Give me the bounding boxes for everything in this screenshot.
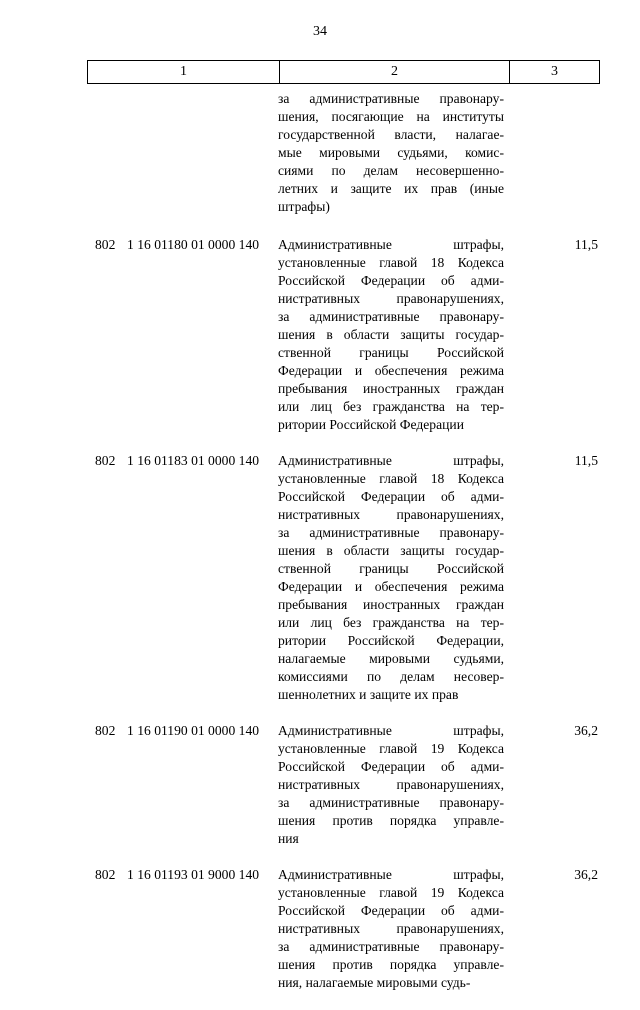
- table-row: [0, 722, 640, 848]
- description-line: за административные правонару-: [278, 795, 504, 810]
- table-header: [87, 60, 600, 84]
- header-col-3: 3: [551, 64, 558, 79]
- description-line: за административные правонару-: [278, 91, 504, 106]
- description-line: установленные главой 18 Кодекса: [278, 255, 504, 270]
- description-line: за административные правонару-: [278, 309, 504, 324]
- table-row: [0, 452, 640, 704]
- description-line: ритории Российской Федерации,: [278, 633, 504, 648]
- table-row: [0, 90, 640, 216]
- description-line: нистративных правонарушениях,: [278, 291, 504, 306]
- description-line: государственной власти, налагае-: [278, 127, 504, 142]
- description-line: или лиц без гражданства на тер-: [278, 615, 504, 630]
- row-description: [278, 722, 504, 848]
- description-line: Административные штрафы,: [278, 453, 504, 468]
- row-code: [95, 722, 259, 740]
- row-code: [95, 452, 259, 470]
- description-line: ритории Российской Федерации: [278, 417, 464, 432]
- description-line: Российской Федерации об адми-: [278, 273, 504, 288]
- description-line: нистративных правонарушениях,: [278, 777, 504, 792]
- header-col-2: 2: [280, 61, 510, 83]
- description-line: Российской Федерации об адми-: [278, 489, 504, 504]
- row-description: [278, 236, 504, 434]
- admin-code: 802: [95, 723, 116, 738]
- description-line: штрафы): [278, 199, 330, 214]
- description-line: или лиц без гражданства на тер-: [278, 399, 504, 414]
- description-line: шения, посягающие на институты: [278, 109, 504, 124]
- description-line: установленные главой 19 Кодекса: [278, 741, 504, 756]
- admin-code: 802: [95, 453, 116, 468]
- description-line: за административные правонару-: [278, 939, 504, 954]
- header-col-1: 1: [88, 61, 280, 83]
- description-line: установленные главой 19 Кодекса: [278, 885, 504, 900]
- description-line: Административные штрафы,: [278, 867, 504, 882]
- admin-code: 802: [95, 867, 116, 882]
- description-line: Административные штрафы,: [278, 723, 504, 738]
- admin-code: 802: [95, 237, 116, 252]
- description-line: комиссиями по делам несовер-: [278, 669, 504, 684]
- table-row: [0, 236, 640, 434]
- row-amount: 36,2: [574, 723, 598, 738]
- budget-classification-code: 1 16 01180 01 0000 140: [127, 237, 260, 252]
- description-line: сиями по делам несовершенно-: [278, 163, 504, 178]
- description-line: летних и защите их прав (иные: [278, 181, 504, 196]
- row-description: [278, 866, 504, 992]
- table-body: [0, 90, 640, 1010]
- budget-classification-code: 1 16 01193 01 9000 140: [127, 867, 260, 882]
- description-line: Административные штрафы,: [278, 237, 504, 252]
- description-line: ния, налагаемые мировыми судь-: [278, 975, 471, 990]
- row-amount: 36,2: [574, 867, 598, 882]
- row-code: [95, 866, 259, 884]
- description-line: ния: [278, 831, 299, 846]
- row-amount: 11,5: [574, 453, 598, 468]
- page-number: 34: [313, 24, 327, 39]
- description-line: налагаемые мировыми судьями,: [278, 651, 504, 666]
- row-code: [95, 236, 259, 254]
- description-line: Федерации и обеспечения режима: [278, 363, 504, 378]
- budget-classification-code: 1 16 01183 01 0000 140: [127, 453, 260, 468]
- description-line: ственной границы Российской: [278, 345, 504, 360]
- description-line: за административные правонару-: [278, 525, 504, 540]
- description-line: шения в области защиты государ-: [278, 327, 504, 342]
- description-line: нистративных правонарушениях,: [278, 921, 504, 936]
- description-line: установленные главой 18 Кодекса: [278, 471, 504, 486]
- description-line: нистративных правонарушениях,: [278, 507, 504, 522]
- description-line: пребывания иностранных граждан: [278, 381, 504, 396]
- description-line: ственной границы Российской: [278, 561, 504, 576]
- description-line: Российской Федерации об адми-: [278, 903, 504, 918]
- description-line: шеннолетних и защите их прав: [278, 687, 459, 702]
- description-line: мые мировыми судьями, комис-: [278, 145, 504, 160]
- description-line: Федерации и обеспечения режима: [278, 579, 504, 594]
- row-description: [278, 90, 504, 216]
- description-line: Российской Федерации об адми-: [278, 759, 504, 774]
- description-line: шения в области защиты государ-: [278, 543, 504, 558]
- description-line: шения против порядка управле-: [278, 957, 504, 972]
- description-line: пребывания иностранных граждан: [278, 597, 504, 612]
- budget-classification-code: 1 16 01190 01 0000 140: [127, 723, 260, 738]
- row-amount: 11,5: [574, 237, 598, 252]
- row-description: [278, 452, 504, 704]
- table-row: [0, 866, 640, 992]
- description-line: шения против порядка управле-: [278, 813, 504, 828]
